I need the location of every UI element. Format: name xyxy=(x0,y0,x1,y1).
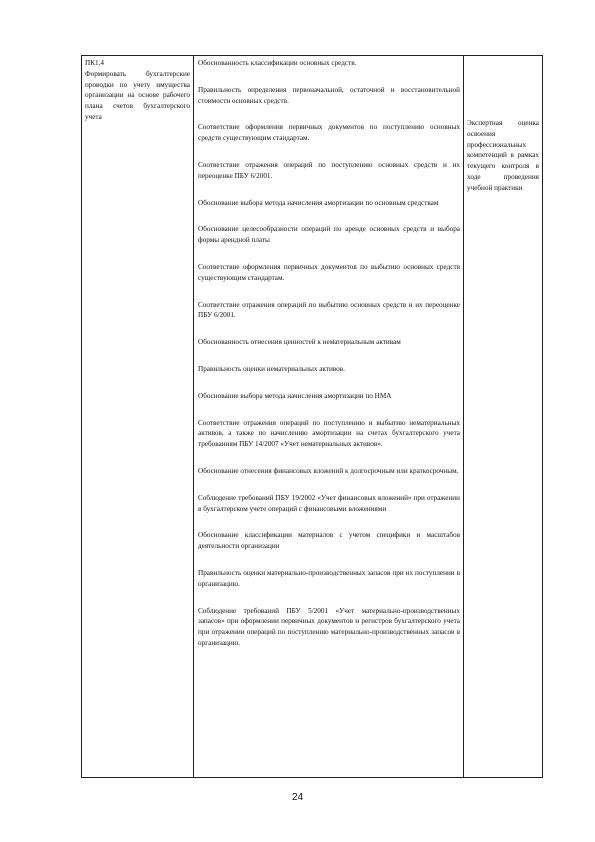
criterion-item: Обоснование выбора метода начисления амортизации по НМА xyxy=(198,391,392,400)
criterion-item: Правильность определения первоначальной, остаточной и восстановительной стоимости основных средств. xyxy=(198,85,460,105)
criterion-item: Обоснование отнесения финансовых вложений к долгосрочным или краткосрочным. xyxy=(198,466,459,475)
competency-code: ПК1.4 xyxy=(85,59,104,67)
criterion-item: Соответствие оформления первичных документов по выбытию основных средств существующим стандартам. xyxy=(198,262,460,282)
criteria-cell xyxy=(194,56,464,777)
criterion-item: Правильность оценки материально-производственных запасов при их поступлении в организацию. xyxy=(198,568,460,588)
criterion-item: Соответствие отражения операций по поступлению основных средств и их переоценке ПБУ 6/2001. xyxy=(198,160,460,180)
criterion-item: Правильность оценки нематериальных активов. xyxy=(198,364,345,373)
criterion-item: Обоснованность отнесения ценностей к нематериальным активам xyxy=(198,338,401,347)
criterion-item: Обоснование выбора метода начисления амортизации по основным средствам xyxy=(198,198,439,207)
criterion-item: Соблюдение требований ПБУ 19/2002 «Учет финансовых вложений» при отражении в бухгалтерском учете операций с финансовыми вложениями xyxy=(198,493,460,513)
criterion-item: Соответствие отражения операций по выбытию основных средств и их переоценке ПБУ 6/2001. xyxy=(198,300,460,320)
criterion-item: Соблюдение требований ПБУ 5/2001 «Учет материально-производственных запасов» при оформлении первичных документов и регистров бухгалтерского учета при отражении операций по поступлению материально-производственных запасов в организацию. xyxy=(198,606,460,647)
competency-table xyxy=(81,55,543,778)
criterion-item: Соответствие отражения операций по поступлению и выбытию нематериальных активов, а также по начислению амортизации на счетах бухгалтерского учета требованиям ПБУ 14/2007 «Учет нематериальных активов». xyxy=(198,418,460,449)
criterion-item: Обоснование целесообразности операций по аренде основных средств и выбора формы арендной платы xyxy=(198,225,460,245)
criterion-item: Соответствие оформления первичных документов по поступлению основных средств существующим стандартам. xyxy=(198,123,460,143)
competency-cell xyxy=(82,56,194,777)
competency-text: Формировать бухгалтерские проводки по учету имущества организации на основе рабочего плана счетов бухгалтерского учета xyxy=(85,69,190,121)
assessment-cell xyxy=(464,56,542,777)
criterion-item: Обоснование классификации материалов с учетом специфики и масштабов деятельности организации xyxy=(198,531,460,551)
page-number: 24 xyxy=(291,792,304,803)
criterion-item: Обоснованность классификации основных средств. xyxy=(198,59,357,67)
assessment-text: Экспертная оценка освоения профессиональных компетенций в рамках текущего контроля в ходе проведения учебной практики xyxy=(467,119,539,192)
